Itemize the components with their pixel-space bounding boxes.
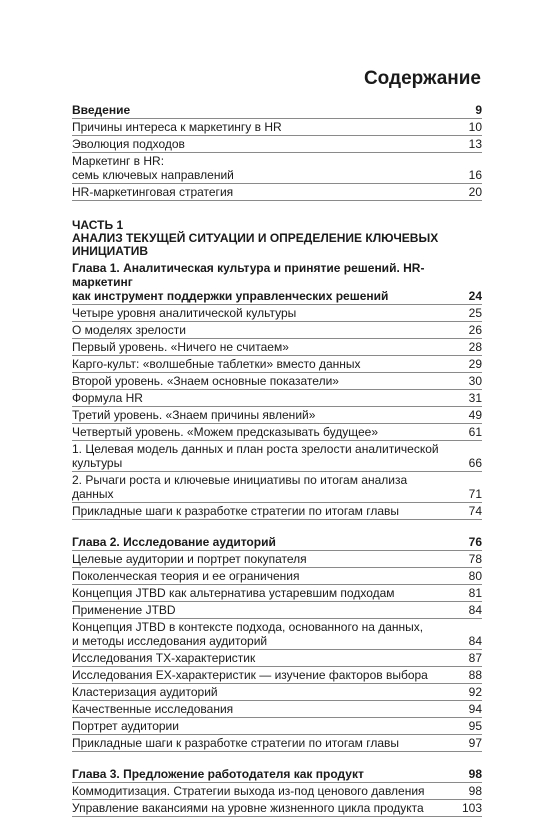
toc-entry-page: 103 — [461, 801, 482, 815]
toc-entry-page: 49 — [468, 408, 482, 422]
toc-entry-page: 24 — [468, 289, 482, 303]
toc-entry[interactable] — [72, 322, 482, 339]
part-heading — [72, 219, 482, 258]
toc-entry-title: Третий уровень. «Знаем причины явлений» — [72, 408, 316, 422]
toc-entry[interactable] — [72, 184, 482, 201]
toc-entry-page: 98 — [468, 767, 482, 781]
toc-chapter-entry[interactable] — [72, 260, 482, 305]
toc-entry[interactable] — [72, 800, 482, 817]
toc-entry-title: Исследования EX-характеристик — изучение факторов выбора — [72, 668, 428, 682]
toc-entry-title: Маркетинг в HR: семь ключевых направлений — [72, 154, 234, 182]
toc-entry-page: 88 — [468, 668, 482, 682]
toc-entry-title: Концепция JTBD в контексте подхода, основанного на данных, и методы исследования аудиторий — [72, 620, 424, 648]
toc-entry-page: 71 — [468, 487, 482, 501]
toc-entry-page: 13 — [468, 137, 482, 151]
toc-entry-title: Управление вакансиями на уровне жизненного цикла продукта — [72, 801, 424, 815]
toc-entry[interactable] — [72, 441, 482, 472]
toc-chapter-entry[interactable] — [72, 102, 482, 119]
toc-entry-title: 2. Рычаги роста и ключевые инициативы по итогам анализа данных — [72, 473, 408, 501]
toc-entry-page: 74 — [468, 504, 482, 518]
toc-entry[interactable] — [72, 373, 482, 390]
toc-entry[interactable] — [72, 667, 482, 684]
toc-entry-title: Качественные исследования — [72, 702, 234, 716]
toc-entry-page: 16 — [468, 168, 482, 182]
toc-entry[interactable] — [72, 119, 482, 136]
toc-entry-page: 81 — [468, 586, 482, 600]
toc-entry[interactable] — [72, 585, 482, 602]
toc-entry[interactable] — [72, 551, 482, 568]
toc-entry[interactable] — [72, 568, 482, 585]
table-of-contents — [72, 102, 482, 817]
toc-entry[interactable] — [72, 136, 482, 153]
toc-entry[interactable] — [72, 602, 482, 619]
page-title: Содержание — [363, 68, 481, 89]
toc-entry-page: 9 — [475, 103, 482, 117]
toc-entry-title: Прикладные шаги к разработке стратегии по итогам главы — [72, 736, 399, 750]
toc-entry-page: 92 — [468, 685, 482, 699]
toc-section-chapter-3 — [72, 766, 482, 817]
toc-entry-page: 95 — [468, 719, 482, 733]
toc-entry[interactable] — [72, 424, 482, 441]
toc-entry-page: 80 — [468, 569, 482, 583]
toc-entry[interactable] — [72, 718, 482, 735]
toc-entry-title: Портрет аудитории — [72, 719, 179, 733]
toc-entry-title: Введение — [72, 103, 131, 117]
toc-entry-title: Эволюция подходов — [72, 137, 185, 151]
toc-chapter-entry[interactable] — [72, 766, 482, 783]
toc-entry-page: 94 — [468, 702, 482, 716]
toc-entry[interactable] — [72, 356, 482, 373]
toc-entry-title: Коммодитизация. Стратегии выхода из-под ценового давления — [72, 784, 425, 798]
toc-entry-page: 61 — [468, 425, 482, 439]
toc-entry[interactable] — [72, 503, 482, 520]
toc-entry-title: Четвертый уровень. «Можем предсказывать будущее» — [72, 425, 379, 439]
toc-entry-title: Прикладные шаги к разработке стратегии по итогам главы — [72, 504, 399, 518]
toc-section-chapter-2 — [72, 534, 482, 752]
toc-section-chapter-1 — [72, 260, 482, 520]
toc-entry-page: 66 — [468, 456, 482, 470]
toc-entry-title: Поколенческая теория и ее ограничения — [72, 569, 300, 583]
toc-entry-title: Первый уровень. «Ничего не считаем» — [72, 340, 289, 354]
toc-entry-page: 25 — [468, 306, 482, 320]
toc-entry-title: Второй уровень. «Знаем основные показатели» — [72, 374, 339, 388]
toc-entry-title: Глава 1. Аналитическая культура и принятие решений. HR-маркетинг как инструмент поддержки управленческих решений — [72, 261, 425, 303]
toc-entry-page: 29 — [468, 357, 482, 371]
toc-entry[interactable] — [72, 407, 482, 424]
toc-entry[interactable] — [72, 684, 482, 701]
toc-entry[interactable] — [72, 783, 482, 800]
toc-entry[interactable] — [72, 339, 482, 356]
toc-entry-title: 1. Целевая модель данных и план роста зрелости аналитической культуры — [72, 442, 439, 470]
toc-entry-page: 30 — [468, 374, 482, 388]
toc-chapter-entry[interactable] — [72, 534, 482, 551]
toc-entry-page: 10 — [468, 120, 482, 134]
toc-entry-page: 20 — [468, 185, 482, 199]
toc-entry-title: Применение JTBD — [72, 603, 176, 617]
toc-entry-title: О моделях зрелости — [72, 323, 186, 337]
toc-entry-title: HR-маркетинговая стратегия — [72, 185, 234, 199]
toc-entry-title: Исследования TX-характеристик — [72, 651, 256, 665]
toc-entry-page: 26 — [468, 323, 482, 337]
toc-entry[interactable] — [72, 305, 482, 322]
toc-entry-title: Глава 3. Предложение работодателя как продукт — [72, 767, 364, 781]
toc-entry-page: 76 — [468, 535, 482, 549]
toc-entry-title: Причины интереса к маркетингу в HR — [72, 120, 282, 134]
toc-entry-title: Формула HR — [72, 391, 143, 405]
toc-section-intro — [72, 102, 482, 201]
toc-entry-title: Глава 2. Исследование аудиторий — [72, 535, 276, 549]
toc-entry-page: 84 — [468, 634, 482, 648]
toc-entry-page: 87 — [468, 651, 482, 665]
toc-entry[interactable] — [72, 619, 482, 650]
toc-entry[interactable] — [72, 390, 482, 407]
toc-entry-title: Целевые аудитории и портрет покупателя — [72, 552, 307, 566]
toc-entry-title: Карго-культ: «волшебные таблетки» вместо данных — [72, 357, 361, 371]
toc-entry[interactable] — [72, 701, 482, 718]
toc-entry[interactable] — [72, 153, 482, 184]
toc-entry-page: 78 — [468, 552, 482, 566]
toc-entry-page: 84 — [468, 603, 482, 617]
toc-entry-page: 28 — [468, 340, 482, 354]
toc-entry-page: 31 — [468, 391, 482, 405]
toc-entry[interactable] — [72, 735, 482, 752]
part-title: АНАЛИЗ ТЕКУЩЕЙ СИТУАЦИИ И ОПРЕДЕЛЕНИЕ КЛЮЧЕВЫХ ИНИЦИАТИВ — [72, 231, 439, 258]
part-label: ЧАСТЬ 1 — [72, 218, 124, 232]
toc-entry[interactable] — [72, 472, 482, 503]
toc-entry-page: 98 — [468, 784, 482, 798]
toc-entry-title: Кластеризация аудиторий — [72, 685, 218, 699]
toc-entry-page: 97 — [468, 736, 482, 750]
toc-entry-title: Четыре уровня аналитической культуры — [72, 306, 297, 320]
toc-entry-title: Концепция JTBD как альтернатива устаревшим подходам — [72, 586, 395, 600]
toc-entry[interactable] — [72, 650, 482, 667]
